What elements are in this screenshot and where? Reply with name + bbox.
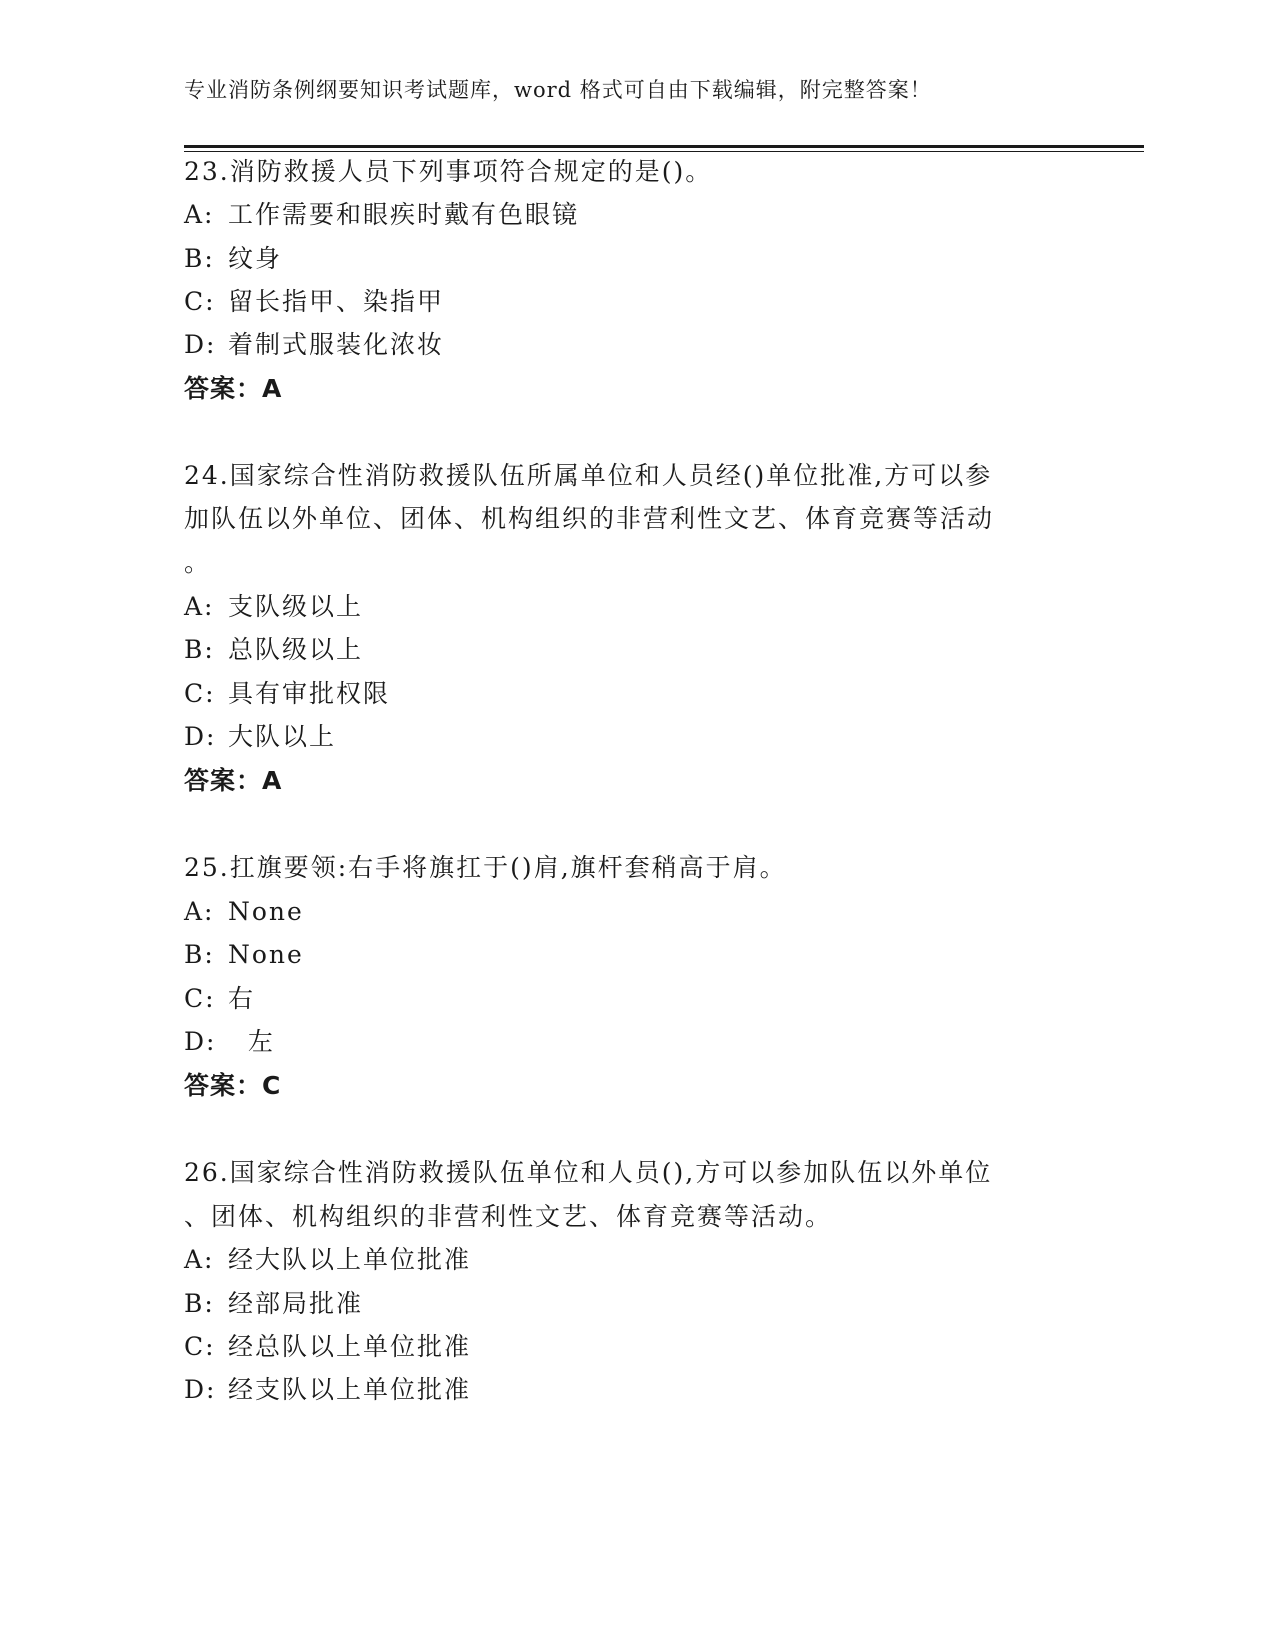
- option-text: 经大队以上单位批准: [228, 1245, 472, 1274]
- option-label: B:: [184, 1289, 215, 1318]
- question-23-option-a: [184, 200, 579, 230]
- option-label: D:: [184, 722, 217, 751]
- header-rule-thin: [184, 151, 1144, 152]
- option-label: A:: [184, 200, 215, 229]
- option-text: None: [228, 940, 304, 969]
- option-text: 右: [228, 984, 256, 1013]
- question-26-option-b: [184, 1289, 363, 1319]
- option-text: 左: [228, 1027, 275, 1056]
- question-24-stem-line-2: 加队伍以外单位、团体、机构组织的非营利性文艺、体育竞赛等活动: [184, 504, 995, 533]
- question-25-option-c: [184, 984, 255, 1014]
- option-label: C:: [184, 1332, 216, 1361]
- question-24-stem-line-3: 。: [184, 548, 212, 577]
- question-26-option-c: [184, 1332, 471, 1362]
- page-header: 专业消防条例纲要知识考试题库，word 格式可自由下载编辑，附完整答案！: [184, 78, 932, 102]
- option-text: 经部局批准: [228, 1289, 364, 1318]
- option-label: A:: [184, 897, 215, 926]
- option-label: A:: [184, 592, 215, 621]
- option-text: 总队级以上: [228, 635, 364, 664]
- option-text: 纹身: [228, 244, 283, 273]
- question-25-answer: 答案：C: [184, 1071, 282, 1100]
- option-label: C:: [184, 984, 216, 1013]
- question-24-option-c: [184, 679, 390, 709]
- question-26-option-a: [184, 1245, 471, 1275]
- option-text: 大队以上: [228, 722, 337, 751]
- option-label: D:: [184, 330, 217, 359]
- option-label: A:: [184, 1245, 215, 1274]
- question-26-stem-line-1: 26.国家综合性消防救援队伍单位和人员(),方可以参加队伍以外单位: [184, 1158, 993, 1187]
- question-23-option-c: [184, 287, 444, 317]
- option-text: 工作需要和眼疾时戴有色眼镜: [228, 200, 580, 229]
- option-text: 留长指甲、染指甲: [228, 287, 445, 316]
- question-25-stem: 25.扛旗要领:右手将旗扛于()肩,旗杆套稍高于肩。: [184, 853, 787, 882]
- question-26-stem-line-2: 、团体、机构组织的非营利性文艺、体育竞赛等活动。: [184, 1202, 833, 1231]
- question-23-stem: 23.消防救援人员下列事项符合规定的是()。: [184, 157, 713, 186]
- option-text: 着制式服装化浓妆: [228, 330, 445, 359]
- question-25-option-a: [184, 897, 304, 927]
- question-25-option-d: [184, 1027, 275, 1057]
- header-rule-thick: [184, 145, 1144, 148]
- question-24-answer: 答案：A: [184, 766, 283, 795]
- option-text: None: [228, 897, 304, 926]
- question-23-answer: 答案：A: [184, 374, 283, 403]
- question-24-stem-line-1: 24.国家综合性消防救援队伍所属单位和人员经()单位批准,方可以参: [184, 461, 993, 490]
- option-label: C:: [184, 287, 216, 316]
- question-23-option-d: [184, 330, 444, 360]
- option-label: D:: [184, 1375, 217, 1404]
- option-label: D:: [184, 1027, 217, 1056]
- option-text: 经总队以上单位批准: [228, 1332, 472, 1361]
- question-25-option-b: [184, 940, 304, 970]
- question-24-option-d: [184, 722, 336, 752]
- option-text: 支队级以上: [228, 592, 364, 621]
- question-26-option-d: [184, 1375, 471, 1405]
- option-label: C:: [184, 679, 216, 708]
- question-24-option-a: [184, 592, 363, 622]
- question-24-option-b: [184, 635, 363, 665]
- option-label: B:: [184, 940, 215, 969]
- question-23-option-b: [184, 244, 282, 274]
- option-label: B:: [184, 635, 215, 664]
- option-text: 具有审批权限: [228, 679, 391, 708]
- option-label: B:: [184, 244, 215, 273]
- option-text: 经支队以上单位批准: [228, 1375, 472, 1404]
